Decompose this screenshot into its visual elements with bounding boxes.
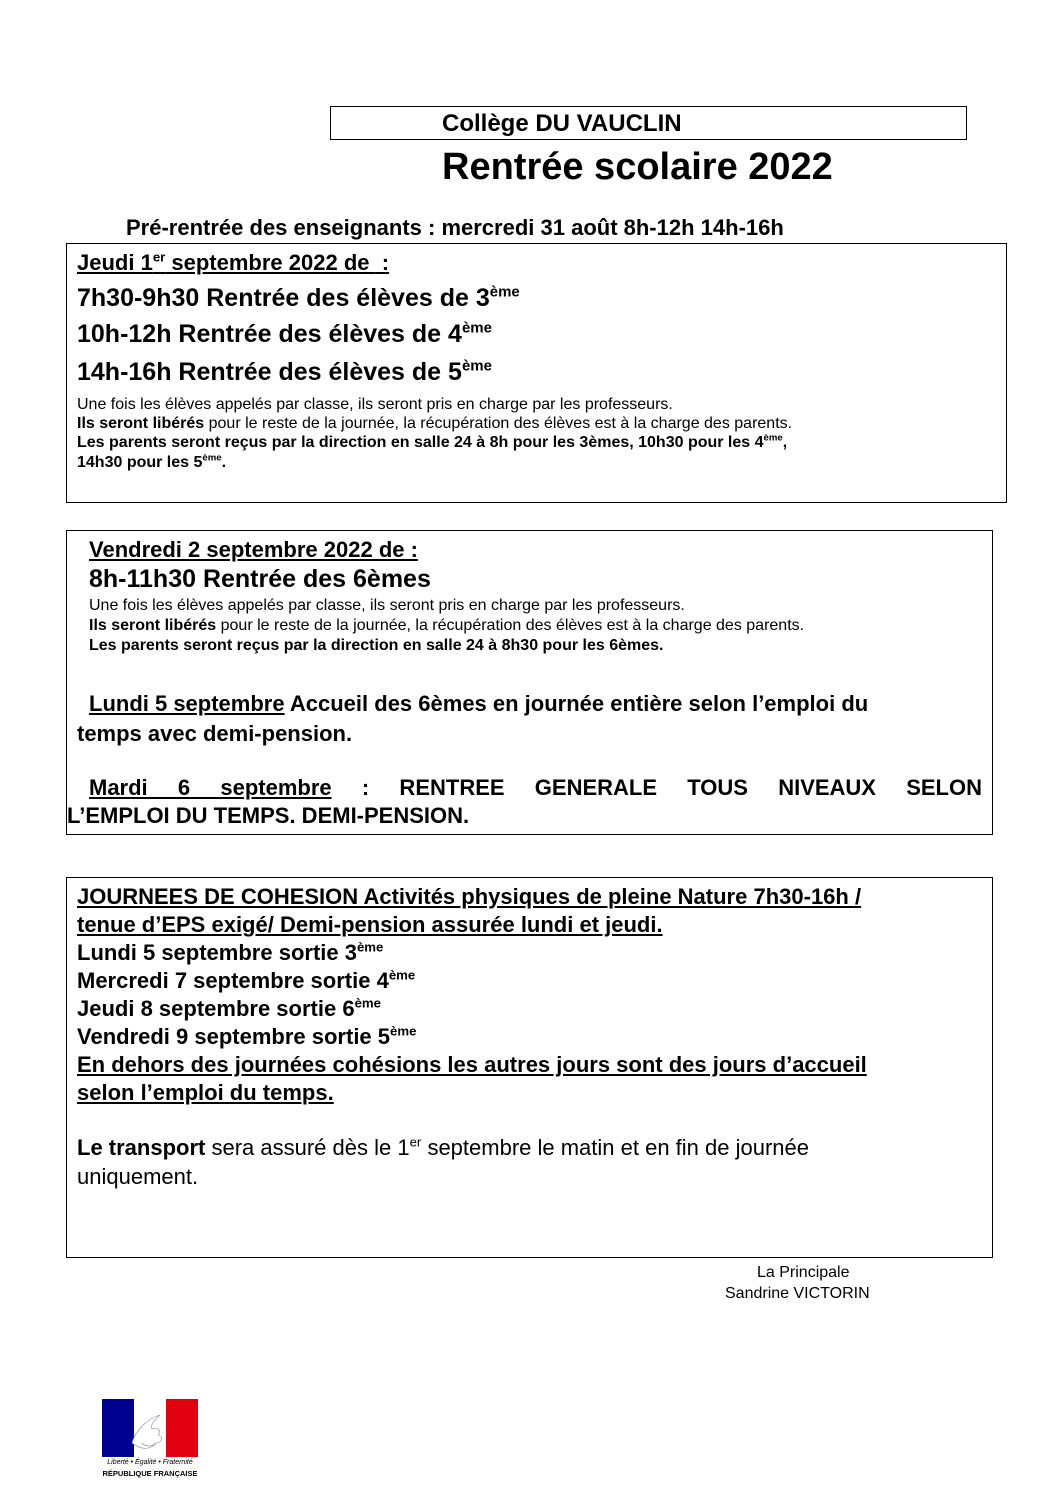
slot-6eme: 8h-11h30 Rentrée des 6èmes <box>89 565 431 593</box>
friday-note-parents: Les parents seront reçus par la direction en salle 24 à 8h30 pour les 6èmes. <box>89 637 664 654</box>
friday-schedule-box <box>66 530 993 835</box>
tuesday-general: Mardi 6 septembre : RENTREE GENERALE TOUS NIVEAUX SELON <box>89 775 982 800</box>
thursday-note-parents-cont: 14h30 pour les 5ème. <box>77 452 227 471</box>
monday-welcome-cont: temps avec demi-pension. <box>77 721 353 746</box>
thursday-note-release: Ils seront libérés pour le reste de la journée, la récupération des élèves est à la charge des parents. <box>77 415 793 432</box>
republique-francaise-logo <box>102 1399 198 1479</box>
signature-name: Sandrine VICTORIN <box>725 1285 870 1302</box>
thursday-schedule-box <box>66 243 1007 503</box>
page-title: Rentrée scolaire 2022 <box>442 146 833 188</box>
teachers-prerentree: Pré-rentrée des enseignants : mercredi 31 août 8h-12h 14h-16h <box>126 215 784 240</box>
thursday-note-teachers: Une fois les élèves appelés par classe, ils seront pris en charge par les professeurs. <box>77 396 673 413</box>
logo-motto: Liberté • Égalité • Fraternité <box>107 1459 193 1466</box>
college-name: Collège DU VAUCLIN <box>442 110 682 137</box>
slot-4eme: 10h-12h Rentrée des élèves de 4ème <box>77 319 492 348</box>
outside-cohesion-note-cont: selon l’emploi du temps. <box>77 1080 334 1105</box>
signature-role: La Principale <box>757 1264 850 1281</box>
cohesion-heading: JOURNEES DE COHESION Activités physiques de pleine Nature 7h30-16h / <box>77 884 862 909</box>
cohesion-days-box <box>66 877 993 1258</box>
slot-5eme: 14h-16h Rentrée des élèves de 5ème <box>77 357 492 386</box>
outing-5eme: Vendredi 9 septembre sortie 5ème <box>77 1023 417 1049</box>
outside-cohesion-note: En dehors des journées cohésions les autres jours sont des jours d’accueil <box>77 1052 867 1077</box>
tuesday-general-cont: L’EMPLOI DU TEMPS. DEMI-PENSION. <box>67 803 470 828</box>
logo-name: RÉPUBLIQUE FRANÇAISE <box>102 1469 198 1478</box>
thursday-heading: Jeudi 1er septembre 2022 de : <box>77 249 390 275</box>
marianne-flag-icon <box>102 1399 198 1457</box>
transport-note-cont: uniquement. <box>77 1164 199 1189</box>
outing-3eme: Lundi 5 septembre sortie 3ème <box>77 939 384 965</box>
monday-welcome: Lundi 5 septembre Accueil des 6èmes en journée entière selon l’emploi du <box>89 691 869 716</box>
slot-3eme: 7h30-9h30 Rentrée des élèves de 3ème <box>77 283 520 312</box>
transport-note: Le transport sera assuré dès le 1er septembre le matin et en fin de journée <box>77 1134 810 1160</box>
friday-heading: Vendredi 2 septembre 2022 de : <box>89 537 418 562</box>
friday-note-release: Ils seront libérés pour le reste de la journée, la récupération des élèves est à la charge des parents. <box>89 617 805 634</box>
thursday-note-parents: Les parents seront reçus par la direction en salle 24 à 8h pour les 3èmes, 10h30 pour les 4ème, <box>77 432 788 451</box>
cohesion-heading-cont: tenue d’EPS exigé/ Demi-pension assurée lundi et jeudi. <box>77 912 663 937</box>
signature <box>725 1262 870 1304</box>
friday-note-teachers: Une fois les élèves appelés par classe, ils seront pris en charge par les professeurs. <box>89 597 685 614</box>
outing-6eme: Jeudi 8 septembre sortie 6ème <box>77 995 381 1021</box>
outing-4eme: Mercredi 7 septembre sortie 4ème <box>77 967 416 993</box>
